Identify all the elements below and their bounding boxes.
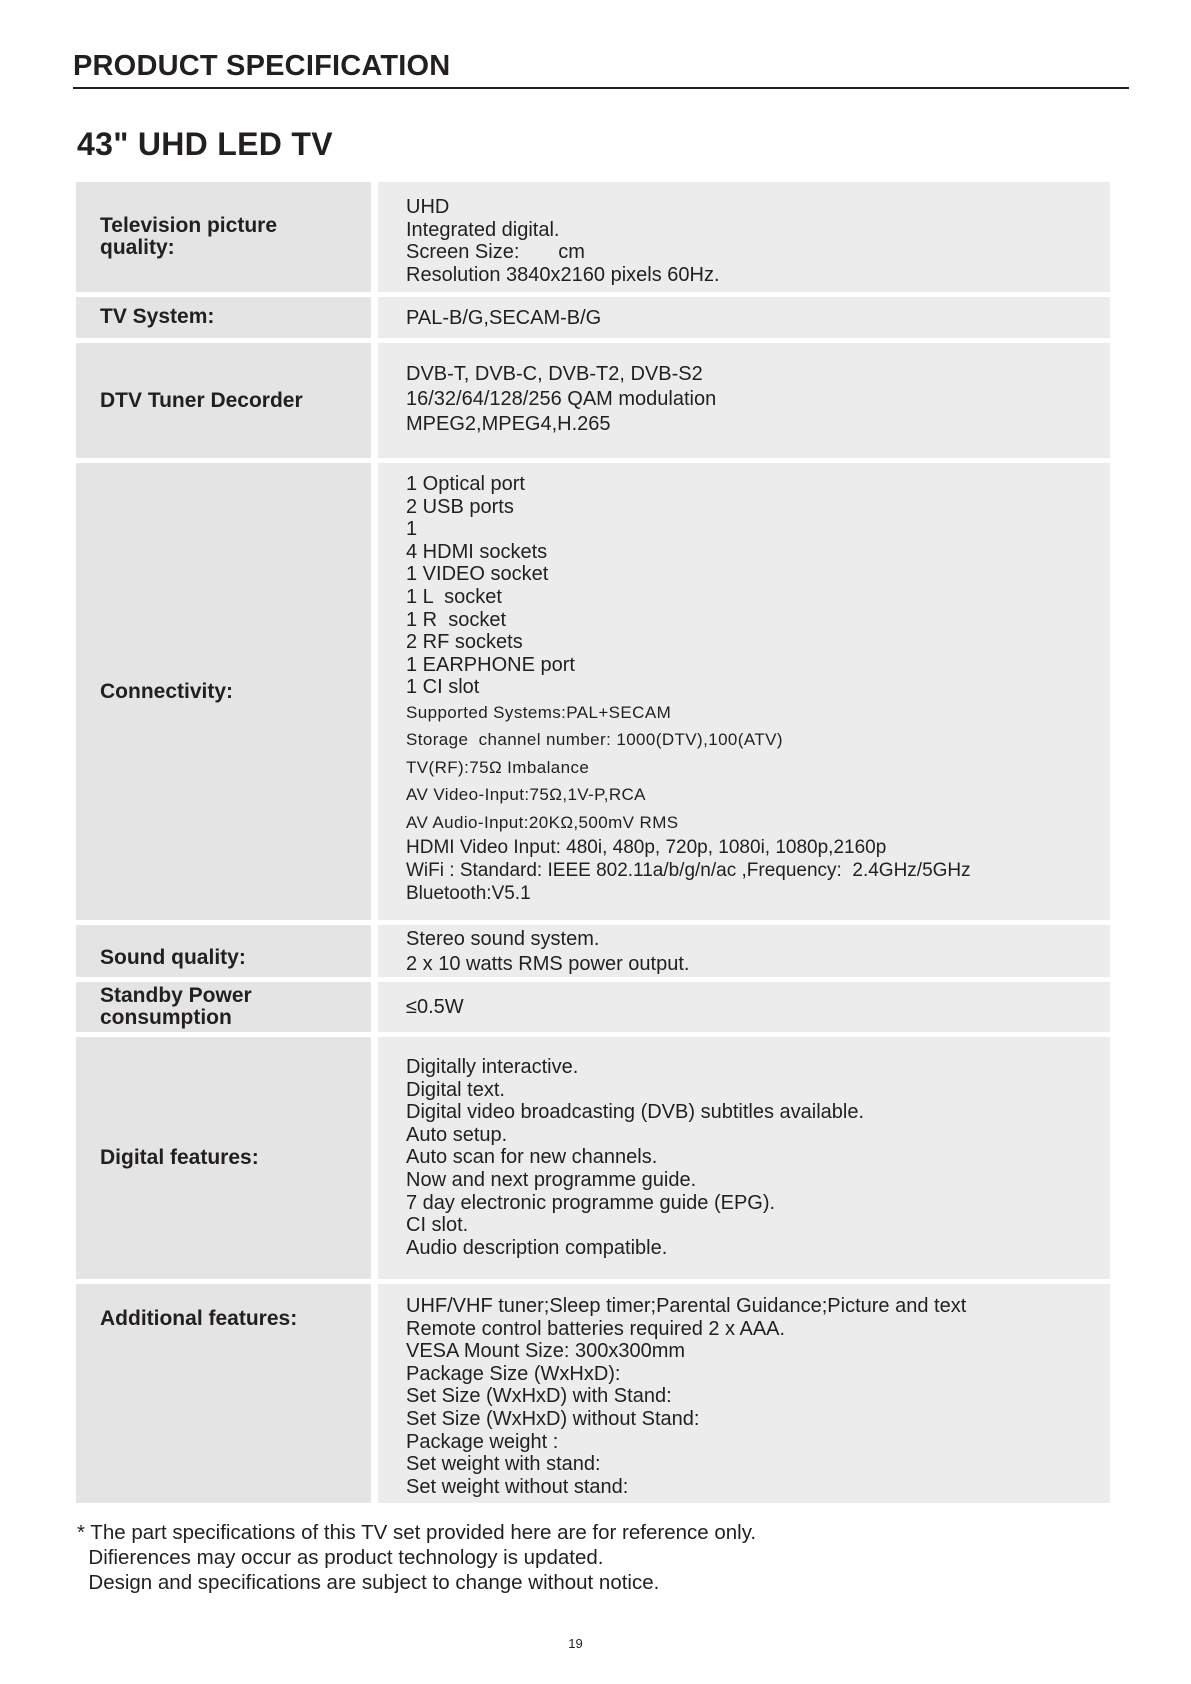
- spec-value: [378, 1284, 1110, 1503]
- spec-row-picture-quality: [76, 182, 1110, 292]
- spec-value-line: MPEG2,MPEG4,H.265: [406, 413, 611, 435]
- spec-row-standby-power: [76, 982, 1110, 1032]
- footnote-line: Design and specifications are subject to change without notice.: [77, 1571, 660, 1594]
- footnote-line: Diﬁerences may occur as product technology is updated.: [77, 1546, 604, 1569]
- spec-value: [378, 297, 1110, 338]
- spec-value-line: 1 Optical port: [406, 473, 525, 495]
- spec-row-dtv-tuner: [76, 343, 1110, 458]
- spec-value-line: 7 day electronic programme guide (EPG).: [406, 1191, 776, 1214]
- spec-value-line: CI slot.: [406, 1214, 469, 1237]
- spec-value-line: 2 x 10 watts RMS power output.: [406, 953, 690, 975]
- spec-row-connectivity: [76, 463, 1110, 920]
- spec-row-additional-features: [76, 1284, 1110, 1503]
- spec-value-line: Audio description compatible.: [406, 1236, 668, 1259]
- spec-value-line: WiFi : Standard: IEEE 802.11a/b/g/n/ac ,Frequency: 2.4GHz/5GHz: [406, 860, 971, 882]
- spec-value-line: Storage channel number: 1000(DTV),100(ATV): [406, 730, 783, 750]
- spec-value: [378, 982, 1110, 1032]
- spec-value-line: TV(RF):75Ω Imbalance: [406, 757, 590, 777]
- spec-value-line: Auto setup.: [406, 1123, 508, 1146]
- spec-value-line: Bluetooth:V5.1: [406, 883, 531, 905]
- spec-label: Sound quality:: [76, 925, 371, 977]
- spec-value-line: VESA Mount Size: 300x300mm: [406, 1340, 686, 1363]
- spec-value: [378, 463, 1110, 920]
- spec-value-line: Set weight with stand:: [406, 1453, 601, 1476]
- spec-value-line: AV Video-Input:75Ω,1V-P,RCA: [406, 785, 646, 805]
- spec-value-line: Digitally interactive.: [406, 1056, 579, 1078]
- spec-value-line: 4 HDMI sockets: [406, 540, 548, 563]
- spec-value-line: Set weight without stand:: [406, 1475, 629, 1498]
- spec-value-line: Set Size (WxHxD) without Stand:: [406, 1407, 700, 1430]
- footnote: [77, 1520, 756, 1595]
- spec-value-line: UHF/VHF tuner;Sleep timer;Parental Guidance;Picture and text: [406, 1295, 967, 1317]
- spec-value-line: Remote control batteries required 2 x AAA.: [406, 1317, 786, 1340]
- spec-value-line: DVB-T, DVB-C, DVB-T2, DVB-S2: [406, 363, 703, 385]
- spec-value-line: Digital text.: [406, 1078, 505, 1101]
- spec-value-line: Auto scan for new channels.: [406, 1146, 658, 1169]
- spec-value-line: Set Size (WxHxD) with Stand:: [406, 1385, 672, 1408]
- spec-label: Digital features:: [76, 1037, 371, 1279]
- spec-value-line: 2 USB ports: [406, 495, 514, 518]
- spec-value: [378, 1037, 1110, 1279]
- spec-value-line: Resolution 3840x2160 pixels 60Hz.: [406, 263, 720, 286]
- spec-value-line: Stereo sound system.: [406, 928, 600, 950]
- spec-value: [378, 182, 1110, 292]
- spec-label: Standby Power consumption: [76, 982, 371, 1032]
- spec-value-line: Digital video broadcasting (DVB) subtitles available.: [406, 1101, 865, 1124]
- spec-value-line: 1 EARPHONE port: [406, 653, 575, 676]
- spec-row-digital-features: [76, 1037, 1110, 1279]
- spec-value-line: UHD: [406, 196, 450, 218]
- spec-value-line: Supported Systems:PAL+SECAM: [406, 702, 672, 722]
- spec-value-line: Now and next programme guide.: [406, 1168, 697, 1191]
- spec-value-line: HDMI Video Input: 480i, 480p, 720p, 1080i, 1080p,2160p: [406, 837, 887, 859]
- spec-label: Connectivity:: [76, 463, 371, 920]
- spec-value-line: 1 VIDEO socket: [406, 563, 549, 586]
- spec-row-sound-quality: [76, 925, 1110, 977]
- footnote-line: * The part specifications of this TV set provided here are for reference only.: [77, 1521, 757, 1544]
- spec-value-line: 1: [406, 518, 418, 541]
- model-title: 43" UHD LED TV: [77, 126, 333, 162]
- spec-value-line: 1 R socket: [406, 608, 507, 631]
- spec-value: [378, 925, 1110, 977]
- spec-value-line: PAL-B/G,SECAM-B/G: [406, 307, 602, 329]
- spec-label: Television picture quality:: [76, 182, 371, 292]
- spec-value-line: Package Size (WxHxD):: [406, 1362, 621, 1385]
- spec-value-line: 2 RF sockets: [406, 631, 523, 654]
- spec-value-line: 1 CI slot: [406, 676, 480, 699]
- spec-value-line: Screen Size: cm: [406, 241, 585, 264]
- spec-table: [76, 182, 1110, 1508]
- page-header: [73, 50, 1129, 89]
- page-title: PRODUCT SPECIFICATION: [73, 50, 451, 82]
- spec-value-line: 16/32/64/128/256 QAM modulation: [406, 388, 717, 410]
- spec-row-tv-system: [76, 297, 1110, 338]
- spec-label: TV System:: [76, 297, 371, 338]
- spec-value-line: Package weight :: [406, 1430, 559, 1453]
- spec-value: [378, 343, 1110, 458]
- spec-value-line: ≤0.5W: [406, 996, 464, 1018]
- spec-label: DTV Tuner Decorder: [76, 343, 371, 458]
- spec-value-line: AV Audio-Input:20KΩ,500mV RMS: [406, 812, 679, 832]
- spec-value-line: Integrated digital.: [406, 218, 560, 241]
- spec-value-line: 1 L socket: [406, 585, 502, 608]
- spec-label: Additional features:: [76, 1284, 371, 1503]
- page-number: 19: [568, 1636, 583, 1651]
